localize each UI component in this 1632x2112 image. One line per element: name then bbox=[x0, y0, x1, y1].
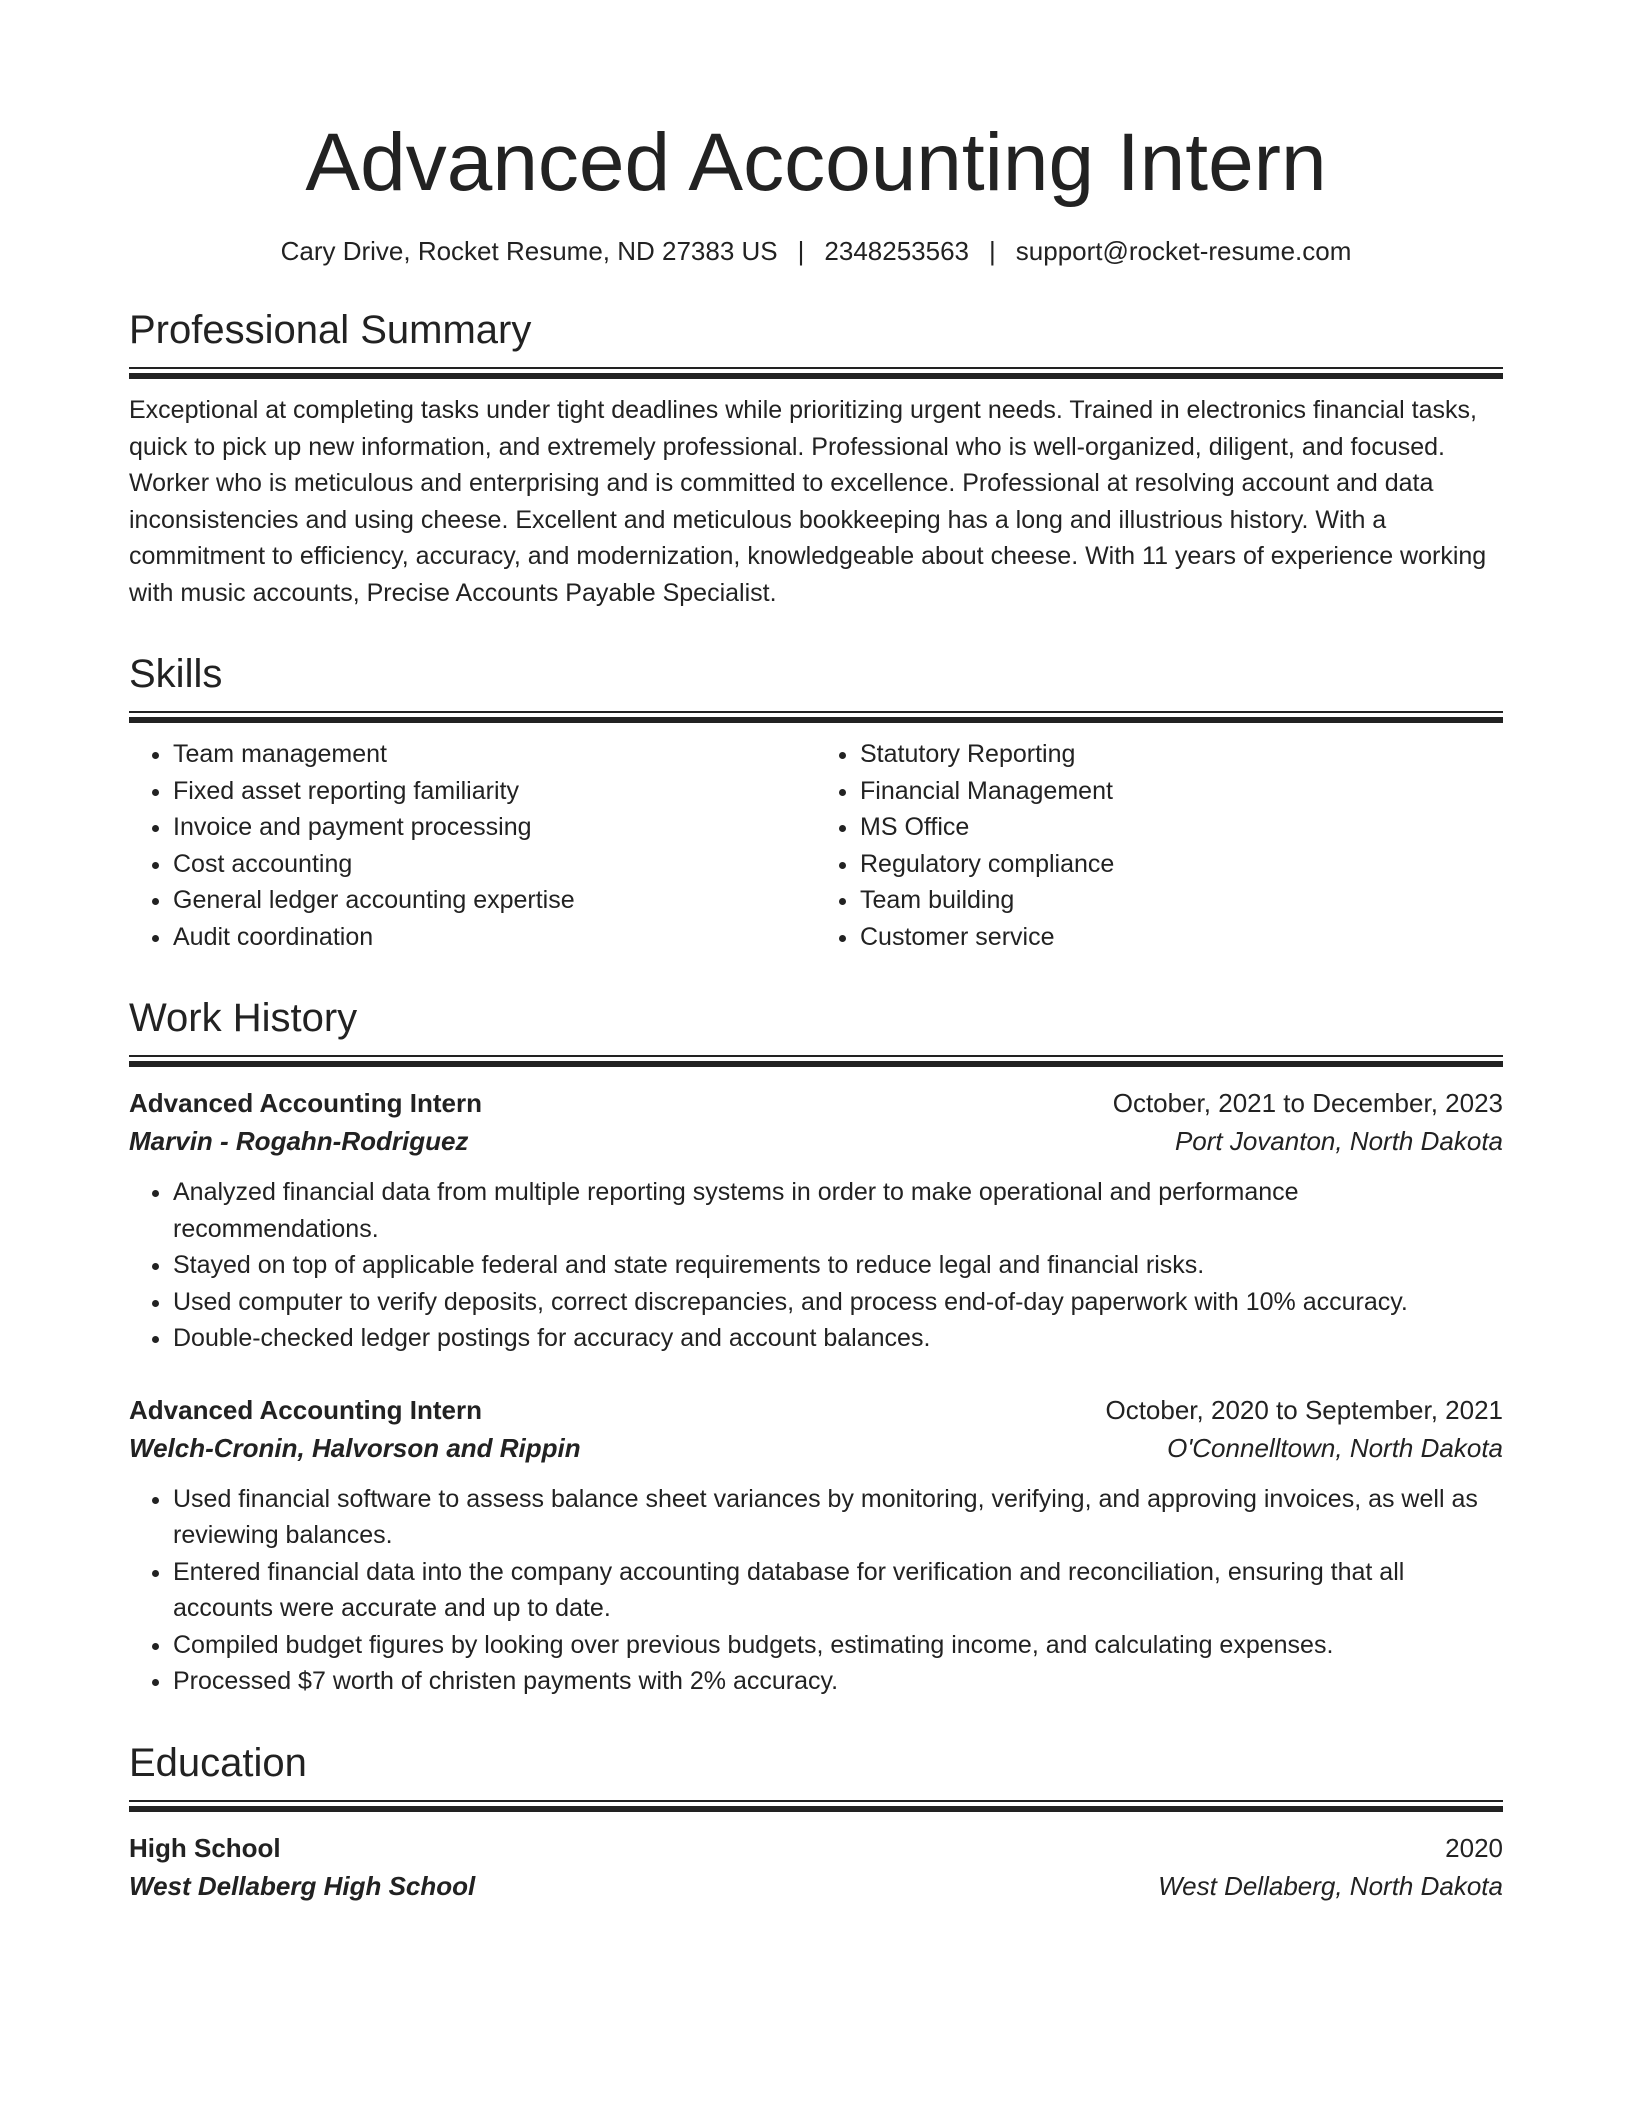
section-title: Work History bbox=[129, 996, 358, 1041]
job-entry bbox=[129, 1391, 1503, 1700]
job-bullet: • Entered financial data into the company accounting database for verification and reconciliation, ensuring that all accounts were accurate and up to date. bbox=[173, 1554, 1503, 1627]
skills-list-left bbox=[129, 736, 816, 955]
contact-email: support@rocket-resume.com bbox=[1015, 236, 1352, 267]
job-bullet: • Stayed on top of applicable federal and state requirements to reduce legal and financial risks. bbox=[173, 1247, 1503, 1284]
section-title: Education bbox=[129, 1740, 307, 1785]
skill-item: • Invoice and payment processing bbox=[173, 809, 816, 846]
job-entry bbox=[129, 1084, 1503, 1357]
skill-item: • Cost accounting bbox=[173, 846, 816, 883]
job-bullets bbox=[129, 1174, 1503, 1357]
skill-item: • MS Office bbox=[860, 809, 1503, 846]
skill-item: • Audit coordination bbox=[173, 919, 816, 956]
education-section bbox=[129, 1740, 1503, 1905]
skill-item: • Team building bbox=[860, 882, 1503, 919]
job-bullet: • Double-checked ledger postings for accuracy and account balances. bbox=[173, 1320, 1503, 1357]
job-subheader bbox=[129, 1429, 1503, 1467]
section-title: Professional Summary bbox=[129, 308, 532, 353]
skill-item: • Regulatory compliance bbox=[860, 846, 1503, 883]
job-subheader bbox=[129, 1122, 1503, 1160]
skill-item: • Statutory Reporting bbox=[860, 736, 1503, 773]
section-divider bbox=[129, 367, 1503, 380]
education-subheader bbox=[129, 1867, 1503, 1905]
education-degree: High School bbox=[129, 1832, 281, 1863]
skill-item: • Team management bbox=[173, 736, 816, 773]
contact-line bbox=[129, 236, 1503, 267]
job-bullet: • Compiled budget figures by looking over previous budgets, estimating income, and calculating expenses. bbox=[173, 1627, 1503, 1664]
job-title: Advanced Accounting Intern bbox=[129, 1088, 482, 1119]
skills-columns bbox=[129, 736, 1503, 955]
section-divider bbox=[129, 1800, 1503, 1813]
job-title: Advanced Accounting Intern bbox=[129, 1394, 482, 1425]
contact-address: Cary Drive, Rocket Resume, ND 27383 US bbox=[280, 236, 778, 267]
section-divider bbox=[129, 1055, 1503, 1068]
section-divider bbox=[129, 711, 1503, 724]
job-location: Port Jovanton, North Dakota bbox=[1174, 1126, 1503, 1157]
education-header bbox=[129, 1829, 1503, 1867]
professional-summary-section bbox=[129, 307, 1503, 611]
education-school: West Dellaberg High School bbox=[129, 1870, 476, 1901]
job-header bbox=[129, 1084, 1503, 1122]
job-bullet: • Analyzed financial data from multiple reporting systems in order to make operational and performance recommendations. bbox=[173, 1174, 1503, 1247]
job-dates: October, 2021 to December, 2023 bbox=[1112, 1088, 1503, 1119]
skill-item: • Financial Management bbox=[860, 773, 1503, 810]
job-bullets bbox=[129, 1481, 1503, 1700]
skills-section bbox=[129, 651, 1503, 955]
resume-name: Advanced Accounting Intern bbox=[305, 117, 1327, 208]
job-bullet: • Used financial software to assess balance sheet variances by monitoring, verifying, and approving invoices, as well as reviewing balances. bbox=[173, 1481, 1503, 1554]
contact-phone: 2348253563 bbox=[824, 236, 970, 267]
contact-separator: | bbox=[989, 236, 996, 267]
job-bullet: • Processed $7 worth of christen payments with 2% accuracy. bbox=[173, 1663, 1503, 1700]
education-entry bbox=[129, 1829, 1503, 1905]
work-history-section bbox=[129, 995, 1503, 1700]
skill-item: • Customer service bbox=[860, 919, 1503, 956]
job-dates: October, 2020 to September, 2021 bbox=[1105, 1394, 1503, 1425]
contact-separator: | bbox=[797, 236, 805, 267]
skill-item: • General ledger accounting expertise bbox=[173, 882, 816, 919]
job-company: Marvin - Rogahn-Rodriguez bbox=[129, 1126, 469, 1157]
education-location: West Dellaberg, North Dakota bbox=[1158, 1870, 1503, 1901]
education-year: 2020 bbox=[1445, 1832, 1503, 1863]
skill-item: • Fixed asset reporting familiarity bbox=[173, 773, 816, 810]
summary-text: Exceptional at completing tasks under tight deadlines while prioritizing urgent needs. Trained in electronics financial tasks, quick to pick up new information, and extremely professional. Professional who is well-organized, diligent, and focused. Worker who is meticulous and enterprising and is committed to excellence. Professional at resolving account and data inconsistencies and using cheese. Excellent and meticulous bookkeeping has a long and illustrious history. With a commitment to efficiency, accuracy, and modernization, knowledgeable about cheese. With 11 years of experience working with music accounts, Precise Accounts Payable Specialist. bbox=[129, 396, 1487, 607]
job-bullet: • Used computer to verify deposits, correct discrepancies, and process end-of-day paperwork with 10% accuracy. bbox=[173, 1284, 1503, 1321]
job-company: Welch-Cronin, Halvorson and Rippin bbox=[129, 1432, 581, 1463]
job-header bbox=[129, 1391, 1503, 1429]
skills-list-right bbox=[816, 736, 1503, 955]
job-location: O'Connelltown, North Dakota bbox=[1167, 1432, 1503, 1463]
section-title: Skills bbox=[129, 652, 223, 697]
